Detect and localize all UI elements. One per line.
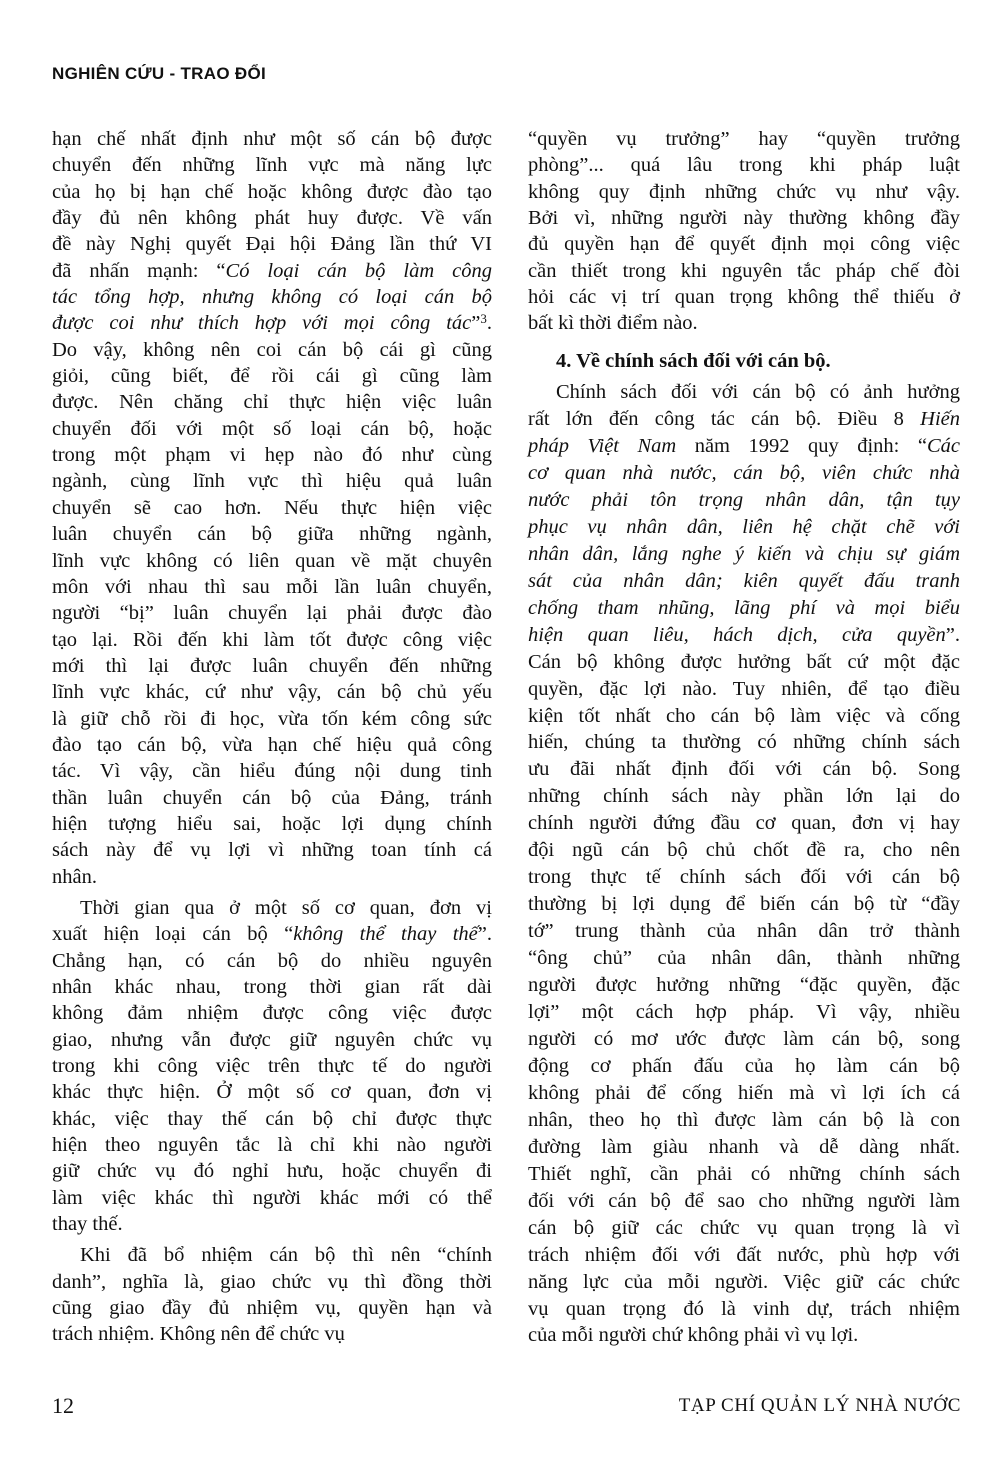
text-line: khác thực hiện. Ở một số cơ quan, đơn vị (52, 1081, 492, 1104)
text-line: quyền, đặc lợi nào. Tuy nhiên, để tạo điều (528, 677, 960, 700)
text-line: hiện tượng hiểu sai, hoặc lợi dụng chính (52, 812, 492, 835)
text-line: Cán bộ không được hưởng bất cứ một đặc (528, 650, 960, 673)
text-line: Khi đã bổ nhiệm cán bộ thì nên “chính (80, 1244, 492, 1267)
text-line: lĩnh vực không có liên quan về mặt chuyên (52, 549, 492, 572)
text-run: ”. (945, 623, 960, 646)
paragraph (528, 126, 960, 337)
text-line: mới thì lại được luân chuyển đến những (52, 654, 492, 677)
text-line: luân chuyển cán bộ giữa những ngành, (52, 523, 492, 546)
page-number: 12 (52, 1393, 74, 1418)
text-line: trong một phạm vi hẹp nào đó như cùng (52, 444, 492, 467)
text-line: không phải để cống hiến mà vì lợi ích cá (528, 1081, 960, 1104)
text-line: danh”, nghĩa là, giao chức vụ thì đồng thời (52, 1270, 492, 1293)
text-run: ”. (477, 923, 492, 946)
text-line: giữ chức vụ đó nghỉ hưu, hoặc chuyển đi (52, 1160, 492, 1183)
text-line: Chính sách đối với cán bộ có ảnh hưởng (556, 381, 960, 404)
text-line (52, 258, 492, 284)
text-run: . (486, 312, 492, 335)
text-line: nhân. (52, 865, 97, 888)
text-line: Thiết nghĩ, cần phải có những chính sách (528, 1162, 960, 1185)
text-line: Bởi vì, những người này thường không đầy (528, 207, 960, 230)
text-line: sách này để vụ lợi vì những toan tính cá (52, 839, 492, 862)
text-run: rất lớn đến công tác cán bộ. Điều 8 (528, 408, 921, 431)
text-line (528, 541, 960, 568)
column-right (528, 126, 960, 1349)
text-line: nhân khác nhau, trong thời gian rất dài (52, 976, 492, 998)
text-line: thay thế. (52, 1213, 123, 1236)
text-line: lợi” một cách hợp pháp. Vì vậy, nhiều (528, 1001, 960, 1024)
italic-text: pháp Việt Nam (528, 435, 677, 457)
text-line (52, 310, 492, 336)
text-line: đề này Nghị quyết Đại hội Đảng lần thứ VI (52, 233, 492, 256)
text-line: hiện theo nguyên tắc là chỉ khi nào người (52, 1134, 492, 1157)
text-line: thường bị lợi dụng để biến cán bộ từ “đầy (528, 893, 960, 916)
text-line: trong thực tế chính sách đối với cán bộ (528, 866, 960, 889)
text-run: ” (471, 312, 481, 335)
text-line: trách nhiệm. Không nên để chức vụ (52, 1323, 345, 1346)
italic-text: được coi như thích hợp với mọi công tác (52, 312, 472, 335)
text-line: ưu đãi nhất định đối với cán bộ. Song (528, 758, 960, 781)
text-line: chính người đứng đầu cơ quan, đơn vị hay (528, 812, 960, 835)
text-line: “quyền vụ trưởng” hay “quyền trưởng (528, 128, 960, 150)
text-line: tạo lại. Rồi đến khi làm tốt được công việc (52, 628, 492, 651)
text-run: đã nhấn mạnh: “ (52, 259, 226, 282)
text-line: cũng giao đầy đủ nhiệm vụ, quyền hạn và (52, 1297, 492, 1320)
paragraph (52, 126, 492, 890)
text-line: trong khi công việc trên thực tế do người (52, 1055, 492, 1078)
text-line: kiện tốt nhất cho cán bộ làm việc và cống (528, 704, 960, 727)
text-line: giỏi, cũng biết, để rồi cái gì cũng làm (52, 365, 492, 388)
text-line: “ông chủ” của nhân dân, thành những (528, 947, 960, 970)
text-line: những chính sách này phần lớn lại do (528, 785, 960, 808)
italic-text: sát của nhân dân; kiên quyết đấu tranh (528, 569, 960, 592)
journal-title: TẠP CHÍ QUẢN LÝ NHÀ NƯỚC (678, 1395, 961, 1416)
text-line: không đảm nhiệm được công việc được (52, 1002, 492, 1025)
italic-text: chống tham nhũng, lãng phí và mọi biểu (528, 596, 960, 619)
section-header: NGHIÊN CỨU - TRAO ĐỔI (52, 64, 267, 83)
text-line: ngành, cùng lĩnh vực thì hiệu quả luân (52, 470, 492, 493)
text-line: hiến, chúng ta thường có những chính sách (528, 731, 960, 754)
text-line: phòng”... quá lâu trong khi pháp luật (528, 154, 960, 177)
text-line: Chẳng hạn, có cán bộ do nhiều nguyên (52, 949, 492, 972)
text-run: xuất hiện loại cán bộ “ (52, 923, 294, 946)
text-line (528, 514, 960, 541)
text-line: động cơ phấn đấu của họ làm cán bộ (528, 1054, 960, 1077)
text-line: cán bộ giữ các chức vụ quan trọng là vì (528, 1216, 960, 1239)
text-line: của mỗi người chứ không phải vì vụ lợi. (528, 1324, 859, 1347)
text-line (528, 622, 960, 649)
text-line: đầy đủ nên không phát huy được. Về vấn (52, 207, 492, 230)
paragraph (52, 1242, 492, 1347)
text-line: năng lực của mỗi người. Việc giữ các chức (528, 1270, 960, 1293)
text-line (52, 921, 492, 947)
text-line: đường làm giàu nhanh và dễ dàng nhất. (528, 1135, 960, 1158)
text-run: năm 1992 quy định: “ (676, 435, 927, 457)
text-line (528, 460, 960, 487)
text-line (528, 568, 960, 595)
text-line: chuyển sẽ cao hơn. Nếu thực hiện việc (52, 496, 492, 519)
italic-text: Các (926, 435, 961, 457)
text-line: đào tạo cán bộ, vừa hạn chế hiệu quả công (52, 733, 492, 756)
italic-text: nước phải tôn trọng nhân dân, tận tụy (528, 488, 960, 511)
text-line: của họ bị hạn chế hoặc không được đào tạo (52, 180, 492, 203)
text-line (528, 406, 960, 433)
italic-text: hiện quan liêu, hách dịch, cửa quyền (528, 623, 946, 646)
text-line: trách nhiệm đối với đất nước, phù hợp với (528, 1243, 960, 1266)
text-line: khác, việc thay thế cán bộ chỉ được thực (52, 1107, 492, 1130)
text-line: cần thiết trong khi nguyên tắc pháp chế đòi (528, 259, 960, 282)
text-line: nhân, theo họ thì được làm cán bộ là con (528, 1108, 960, 1131)
text-line: người có mơ ước được làm cán bộ, song (528, 1027, 960, 1050)
text-line (528, 487, 960, 514)
text-line: thần luân chuyển cán bộ của Đảng, tránh (52, 786, 492, 809)
text-line: chuyển đến những lĩnh vực mà năng lực (52, 154, 492, 177)
text-line: tác. Vì vậy, cần hiểu đúng nội dung tinh (52, 760, 492, 783)
text-line: được. Nên chăng chỉ thực hiện việc luân (52, 391, 492, 414)
text-line: hạn chế nhất định như một số cán bộ được (52, 128, 492, 150)
text-line: đối với cán bộ để sao cho những người làm (528, 1189, 960, 1212)
section-heading (528, 348, 960, 374)
text-line: giao, nhưng vẫn được giữ nguyên chức vụ (52, 1028, 492, 1051)
text-line: người được hưởng những “đặc quyền, đặc (528, 974, 960, 997)
text-line: đội ngũ cán bộ chủ chốt đề ra, cho nên (528, 839, 960, 862)
text-line: bất kì thời điểm nào. (528, 312, 698, 335)
column-left (52, 126, 492, 1348)
italic-text: Hiến (920, 408, 960, 431)
text-line: Do vậy, không nên coi cán bộ cái gì cũng (52, 338, 492, 361)
text-line (528, 595, 960, 622)
italic-text: cơ quan nhà nước, cán bộ, viên chức nhà (528, 461, 960, 484)
text-line: đủ quyền hạn để quyết định mọi công việc (528, 233, 960, 256)
text-line: hỏi các vị trí quan trọng không thể thiếu ở (528, 286, 960, 309)
paragraph (528, 379, 960, 1349)
text-line: Thời gian qua ở một số cơ quan, đơn vị (80, 896, 492, 919)
paragraph (52, 895, 492, 1237)
text-line (528, 433, 960, 460)
italic-text: Có loại cán bộ làm công (225, 259, 492, 282)
italic-text: tác tổng hợp, nhưng không có loại cán bộ (52, 286, 492, 309)
text-line: chuyển đối với một số loại cán bộ, hoặc (52, 417, 492, 440)
text-line: lĩnh vực khác, cứ như vậy, cán bộ chủ yếu (52, 681, 492, 704)
text-line: làm việc khác thì người khác mới có thể (52, 1186, 492, 1209)
text-line: không quy định những chức vụ như vậy. (528, 180, 960, 203)
italic-text: không thể thay thế (293, 923, 478, 946)
text-line: tớ” trung thành của nhân dân trở thành (528, 920, 960, 943)
text-line: người “bị” luân chuyển lại phải được đào (52, 602, 492, 625)
text-line (52, 284, 492, 310)
text-line: là giữ chỗ rồi đi học, vừa tốn kém công sức (52, 707, 492, 730)
footnote-ref: 3 (480, 311, 487, 327)
text-line: môn với nhau thì sau mỗi lần luân chuyển, (52, 575, 492, 598)
italic-text: nhân dân, lắng nghe ý kiến và chịu sự giám (528, 542, 960, 565)
text-line: 4. Về chính sách đối với cán bộ. (556, 349, 831, 372)
text-line: vụ quan trọng đó là vinh dự, trách nhiệm (528, 1297, 960, 1320)
italic-text: phục vụ nhân dân, liên hệ chặt chẽ với (528, 515, 960, 538)
